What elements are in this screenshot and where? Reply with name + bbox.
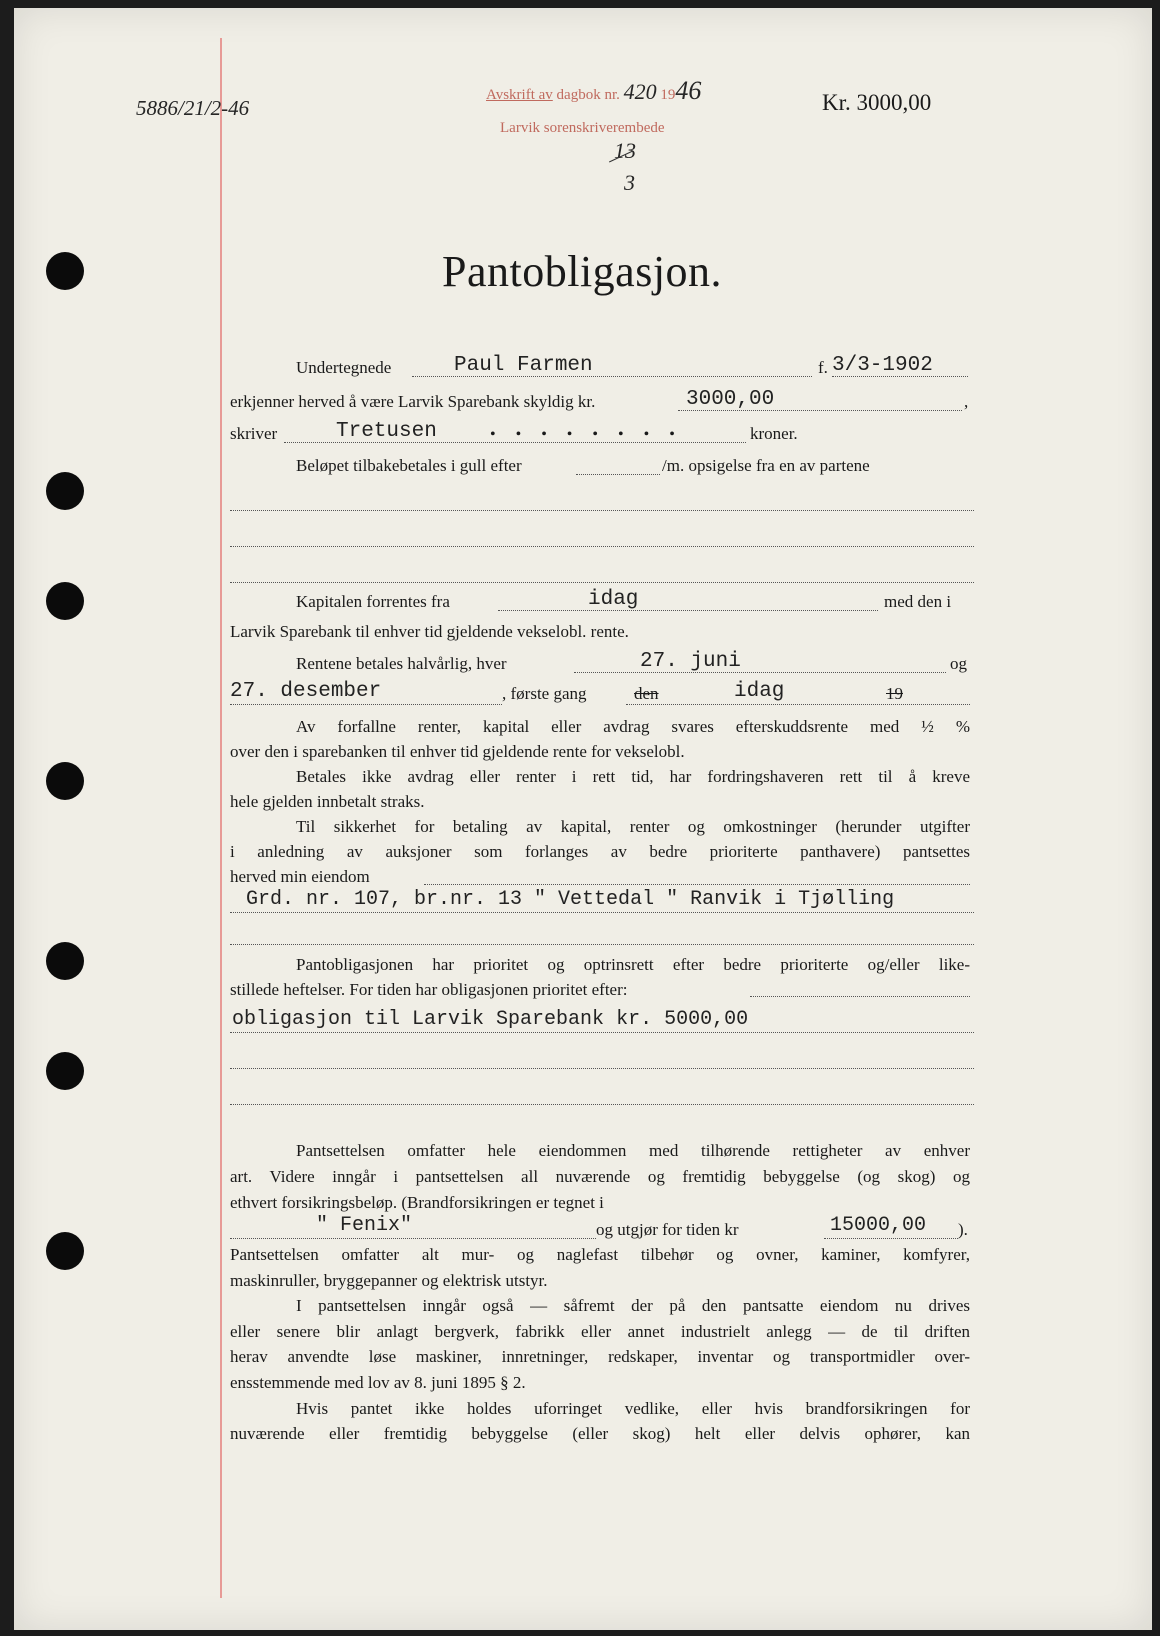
handwritten-fraction-bottom: 3 [624,170,635,195]
year-struck: 19 [886,684,903,703]
insurer-name: " Fenix" [316,1214,413,1237]
forste-date: idag [734,680,785,703]
kapital-label: Kapitalen forrentes fra [296,592,450,611]
undertegnede-label: Undertegnede [296,358,392,377]
fill-line [574,672,946,673]
fill-line [230,944,974,945]
para-efterskudd [230,714,970,889]
fill-line [230,582,974,583]
document-page [14,8,1152,1630]
para-line: herav anvendte løse maskiner, innretninger, redskaper, inventar og transportmidler over- [230,1347,970,1367]
fill-line [230,1068,974,1069]
insurance-mid: og utgjør for tiden kr [596,1220,739,1239]
punch-hole [46,252,84,290]
para-line: art. Videre inngår i pantsettelsen all nuværende og fremtidig bebyggelse (og skog) og [230,1167,970,1186]
skriver-label: skriver [230,424,278,443]
kapital-from: idag [588,588,639,611]
fill-line [626,704,970,705]
prior-obligation: obligasjon til Larvik Sparebank kr. 5000,00 [232,1008,749,1031]
para-line: i anledning av auksjoner som forlanges av bedre prioriterte panthavere) pantsettes [230,842,970,861]
repay-text-a: Beløpet tilbakebetales i gull efter [296,456,522,475]
para-line: hele gjelden innbetalt straks. [230,792,425,811]
fill-line [498,610,878,611]
header-amount: Kr. 3000,00 [822,90,932,115]
comma: , [964,392,969,411]
born-date: 3/3-1902 [832,354,933,377]
insurance-end: ). [958,1220,968,1239]
para-tilbehor [230,1242,970,1447]
para-line: Til sikkerhet for betaling av kapital, renter og omkostninger (herunder utgifter [296,817,970,836]
acknowledge-text: erkjenner herved å være Larvik Sparebank skyldig kr. [230,392,596,411]
stamp-year-written: 46 [675,76,702,105]
para-line: maskinruller, bryggepanner og elektrisk utstyr. [230,1270,548,1290]
para-line: over den i sparebanken til enhver tid gjeldende rente for vekselobl. [230,742,685,761]
para-line: Av forfallne renter, kapital eller avdrag svares efterskuddsrente med ½ % [296,717,970,736]
fill-line [230,704,502,705]
renter-label: Rentene betales halvårlig, hver [296,654,507,673]
renter-date1: 27. juni [640,650,741,673]
fill-line [750,996,970,997]
amount-words: Tretusen [336,420,437,443]
born-label: f. [818,358,828,377]
kapital-mid: med den i [884,592,952,611]
para-prioritet [230,952,970,1002]
repay-text-b: /m. opsigelse fra en av partene [662,456,870,475]
fill-line [824,1238,958,1239]
punch-hole [46,472,84,510]
renter-date2: 27. desember [230,680,382,703]
document-title: Pantobligasjon. [442,247,723,296]
para-line: ethvert forsikringsbeløp. (Brandforsikringen er tegnet i [230,1193,604,1212]
fill-line [424,884,970,885]
fill-line [230,1238,596,1239]
para-omfatter [230,1138,970,1216]
punch-hole [46,582,84,620]
para-line: Pantsettelsen omfatter hele eiendommen med tilhørende rettigheter av enhver [296,1141,970,1160]
para-line: Hvis pantet ikke holdes uforringet vedlike, eller hvis brandforsikringen for [296,1398,970,1418]
dagbok-number: 420 [623,79,657,104]
para-line: Pantsettelsen omfatter alt mur- og naglefast tilbehør og ovner, kaminer, komfyrer, [230,1245,970,1264]
property-description: Grd. nr. 107, br.nr. 13 " Vettedal " Ranvik i Tjølling [246,888,895,911]
renter-og: og [950,654,967,673]
para-line: Betales ikke avdrag eller renter i rett tid, har fordringshaveren rett til å kreve [296,767,970,786]
punch-hole [46,1052,84,1090]
para-line: nuværende eller fremtidig bebyggelse (eller skog) helt eller delvis ophører, kan [230,1424,970,1444]
para-line: stillede heftelser. For tiden har obligasjonen prioritet efter: [230,980,628,999]
fill-line [576,474,660,475]
kroner-label: kroner. [750,424,798,443]
margin-rule [220,38,222,1598]
reference-number: 5886/21/2-46 [136,96,250,120]
stamp-prefix: Avskrift av [486,87,553,103]
para-line: eller senere blir anlagt bergverk, fabrikk eller annet industrielt anlegg — de til driften [230,1321,970,1341]
fill-line [230,1032,974,1033]
stamp-year-printed: 19 [660,87,676,103]
fill-line [230,912,974,913]
punch-hole [46,942,84,980]
para-line: I pantsettelsen inngår også — såfremt der på den pantsatte eiendom nu drives [296,1296,970,1316]
insurance-value: 15000,00 [830,1214,927,1237]
debtor-name: Paul Farmen [454,354,593,377]
forste-gang: , første gang [502,684,587,703]
handwritten-fraction-top: 13 [614,138,636,163]
amount-fill-dots: • • • • • • • • [490,426,683,443]
para-line: herved min eiendom [230,867,370,886]
stamp-dagbok-label: dagbok nr. [556,87,620,103]
stamp-line2: Larvik sorenskriverembede [500,120,665,136]
para-line: ensstemmende med lov av 8. juni 1895 § 2. [230,1372,526,1392]
den-struck: den [634,684,659,703]
amount-digits: 3000,00 [686,388,775,411]
punch-hole [46,1232,84,1270]
stamp-line1 [486,76,701,106]
para-line: Pantobligasjonen har prioritet og optrinsrett efter bedre prioriterte og/eller like- [296,955,970,974]
fill-line [230,510,974,511]
punch-hole [46,762,84,800]
kapital-line2: Larvik Sparebank til enhver tid gjeldende vekselobl. rente. [230,622,629,641]
fill-line [230,1104,974,1105]
fill-line [230,546,974,547]
